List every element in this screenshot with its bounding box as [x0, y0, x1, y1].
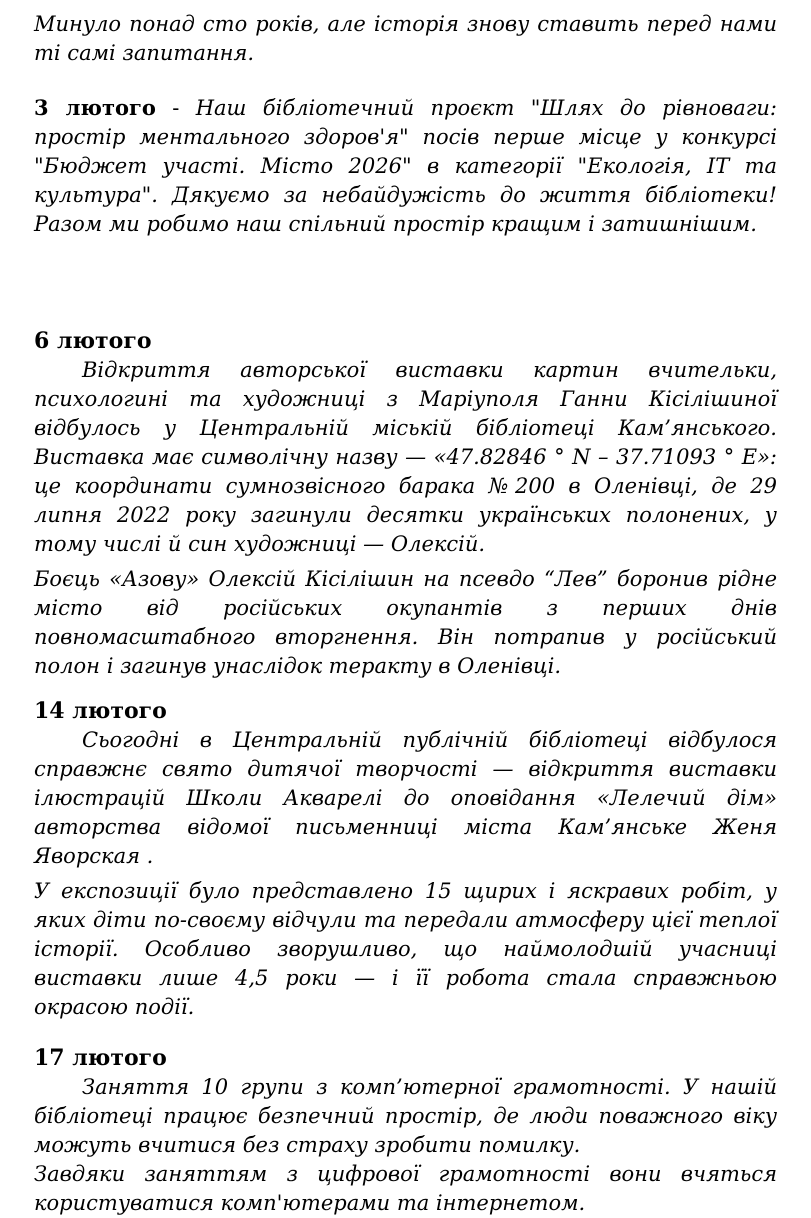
entry-feb14-heading: 14 лютого	[34, 698, 167, 724]
entry-feb3-text: Наш бібліотечний проєкт "Шлях до рівноваги: простір ментального здоров'я" посів перше місце у конкурсі "Бюджет участі. Місто 2026" в категорії "Екологія, ІТ та культура". Дякуємо за небайдужість до життя бібліотеки! Разом ми робимо наш спільний простір кращим і затишнішим.	[34, 96, 777, 236]
entry-feb14-paragraph-1: Сьогодні в Центральній публічній бібліотеці відбулося справжнє свято дитячої творчості — відкриття виставки ілюстрацій Школи Акварелі до оповідання «Лелечий дім» авторства відомої письменниці міста Кам’янське Женя Яворская .	[34, 728, 777, 868]
entry-feb14-paragraph-2: У експозиції було представлено 15 щирих і яскравих робіт, у яких діти по-своєму відчули та передали атмосферу цієї теплої історії. Особливо зворушливо, що наймолодшій учасниці виставки лише 4,5 роки — і її робота стала справжньою окрасою події.	[34, 879, 777, 1019]
entry-feb17-heading: 17 лютого	[34, 1045, 167, 1071]
entry-feb6-paragraph-2: Боєць «Азову» Олексій Кісілішин на псевдо “Лев” боронив рідне місто від російських окупантів з перших днів повномасштабного вторгнення. Він потрапив у російський полон і загинув унаслідок теракту в Оленівці.	[34, 567, 777, 678]
entry-feb3-date: 3 лютого	[34, 95, 156, 120]
entry-feb3	[34, 93, 777, 239]
entry-feb17-paragraph-2: Завдяки заняттям з цифрової грамотності вони вчяться користуватися комп'ютерами та інтернетом.	[34, 1162, 777, 1215]
entry-feb6-paragraph-1: Відкриття авторської виставки картин вчительки, психологині та художниці з Маріуполя Ганни Кісілішиної відбулось у Центральній міській бібліотеці Кам’янського. Виставка має символічну назву — «47.82846 ° N – 37.71093 ° E»: це координати сумнозвісного барака №200 в Оленівці, де 29 липня 2022 року загинули десятки українських полонених, у тому числі й син художниці — Олексій.	[34, 358, 777, 556]
entry-feb17-paragraph-1: Заняття 10 групи з комп’ютерної грамотності. У нашій бібліотеці працює безпечний простір, де люди поважного віку можуть вчитися без страху зробити помилку.	[34, 1075, 777, 1157]
intro-paragraph: Минуло понад сто років, але історія знову ставить перед нами ті самі запитання.	[34, 12, 777, 65]
entry-feb3-separator: -	[155, 96, 196, 120]
entry-feb6-heading: 6 лютого	[34, 328, 152, 354]
